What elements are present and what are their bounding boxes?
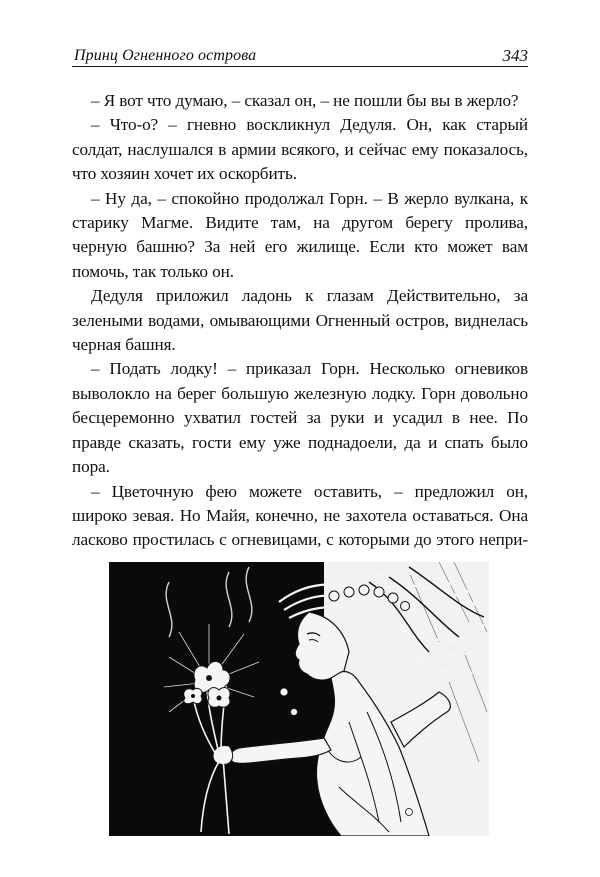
- paragraph: – Ну да, – спокойно продолжал Горн. – В жерло вулкана, к старику Магме. Видите там, на другом берегу пролива, черную башню? За ней его жилище. Если кто может вам помочь, так только он.: [72, 188, 528, 281]
- paragraph: – Я вот что думаю, – сказал он, – не пошли бы вы в жерло?: [91, 91, 519, 110]
- fairy-with-flower-bouquet-illustration: [109, 562, 489, 836]
- paragraph: Дедуля приложил ладонь к глазам Действительно, за зелеными водами, омывающими Огненный остров, виднелась черная башня.: [72, 286, 528, 355]
- running-header: [72, 36, 528, 67]
- running-title: Принц Огненного острова: [74, 47, 257, 64]
- page-number: 343: [502, 46, 528, 65]
- paragraph: – Что-о? – гневно воскликнул Дедуля. Он, как старый солдат, наслушался в армии всякого, и сейчас ему показалось, что хозяин хочет их оскорбить.: [72, 115, 528, 184]
- paragraph: – Подать лодку! – приказал Горн. Несколько огневиков выволокло на берег большую железную лодку. Горн довольно бесцеремонно ухватил гостей за руки и усадил в нее. По правде сказать, гости ему уже поднадоели, да и спать было пора.: [72, 359, 528, 477]
- paragraph: – Цветочную фею можете оставить, – предложил он, широко зевая. Но Майя, конечно, не захотела оставаться. Она ласково простилась с огневицами, с которыми до этого непри-: [72, 481, 528, 550]
- body-text: [72, 89, 528, 553]
